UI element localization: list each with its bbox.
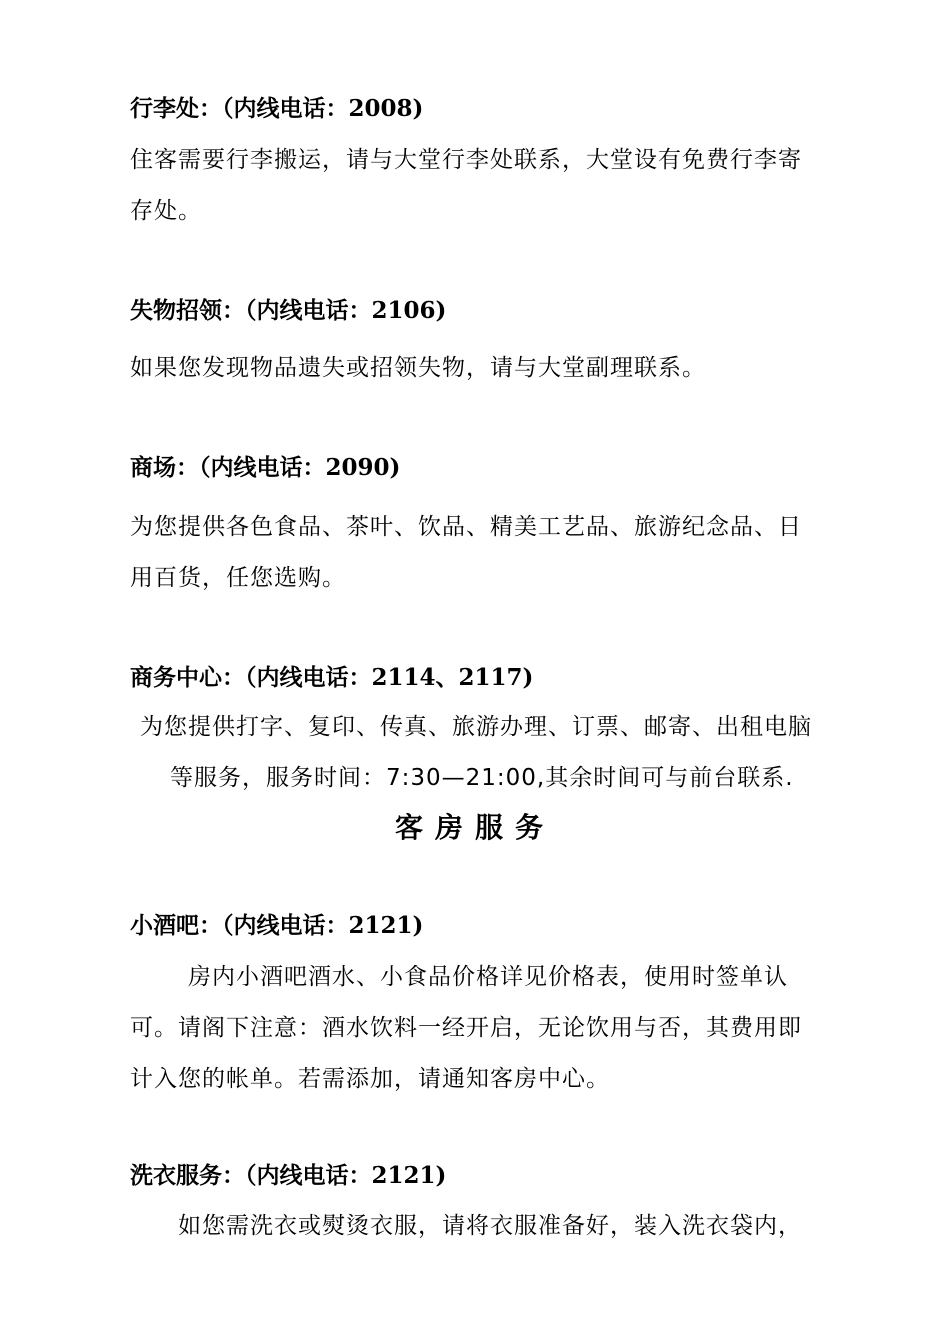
shop-body-line: 为您提供各色食品、茶叶、饮品、精美工艺品、旅游纪念品、日 [130, 514, 802, 540]
business-center-heading: 商务中心：（内线电话：2114、2117) [130, 664, 534, 691]
business-center-body-line: 为您提供打字、复印、传真、旅游办理、订票、邮寄、出租电脑 [140, 714, 812, 740]
luggage-body-line: 住客需要行李搬运，请与大堂行李处联系，大堂设有免费行李寄 [130, 147, 802, 173]
minibar-body-line: 房内小酒吧酒水、小食品价格详见价格表，使用时签单认 [188, 964, 788, 990]
minibar-heading: 小酒吧：（内线电话：2121) [130, 912, 424, 939]
shop-body-line: 用百货，任您选购。 [130, 565, 346, 591]
luggage-heading: 行李处：（内线电话：2008) [130, 95, 424, 122]
lost-found-body-line: 如果您发现物品遗失或招领失物，请与大堂副理联系。 [130, 355, 706, 381]
laundry-body-line: 如您需洗衣或熨烫衣服，请将衣服准备好，装入洗衣袋内， [178, 1213, 802, 1239]
minibar-body-line: 可。请阁下注意：酒水饮料一经开启，无论饮用与否，其费用即 [130, 1015, 802, 1041]
business-center-body-line: 等服务，服务时间：7:30—21:00,其余时间可与前台联系. [170, 765, 794, 791]
luggage-body-line: 存处。 [130, 198, 202, 224]
lost-found-heading: 失物招领：（内线电话：2106) [130, 297, 447, 324]
laundry-heading: 洗衣服务：（内线电话：2121) [130, 1162, 447, 1189]
shop-heading: 商场：（内线电话：2090) [130, 454, 401, 481]
section-title-room-service: 客房服务 [394, 811, 555, 844]
minibar-body-line: 计入您的帐单。若需添加，请通知客房中心。 [130, 1066, 610, 1092]
